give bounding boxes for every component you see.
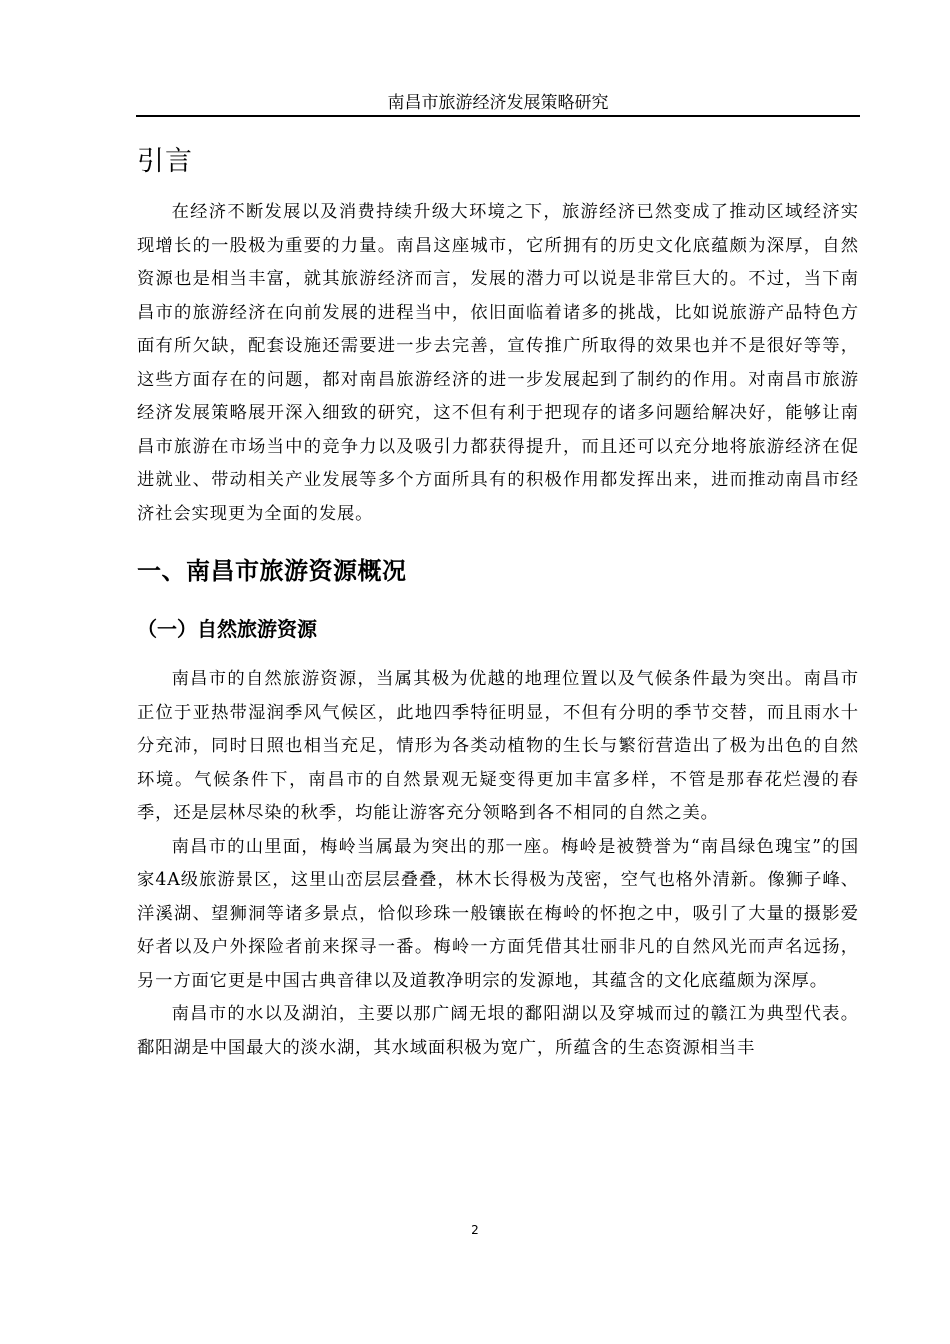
section-1-heading: 一、南昌市旅游资源概况 — [137, 557, 407, 585]
body-paragraph: 南昌市的山里面，梅岭当属最为突出的那一座。梅岭是被赞誉为“南昌绿色瑰宝”的国家4A级旅游景区，这里山峦层层叠叠，林木长得极为茂密，空气也格外清新。像狮子峰、洋溪湖、望狮洞等诸多景点，恰似珍珠一般镶嵌在梅岭的怀抱之中，吸引了大量的摄影爱好者以及户外探险者前来探寻一番。梅岭一方面凭借其壮丽非凡的自然风光而声名远扬，另一方面它更是中国古典音律以及道教净明宗的发源地，其蕴含的文化底蕴颇为深厚。 — [137, 836, 859, 991]
header-rule — [136, 115, 860, 117]
body-paragraph: 南昌市的水以及湖泊，主要以那广阔无垠的鄱阳湖以及穿城而过的赣江为典型代表。鄱阳湖是中国最大的淡水湖，其水域面积极为宽广，所蕴含的生态资源相当丰 — [137, 1004, 859, 1058]
page-number: 2 — [471, 1223, 479, 1237]
body-paragraph: 南昌市的自然旅游资源，当属其极为优越的地理位置以及气候条件最为突出。南昌市正位于亚热带湿润季风气候区，此地四季特征明显，不但有分明的季节交替，而且雨水十分充沛，同时日照也相当充足，情形为各类动植物的生长与繁衍营造出了极为出色的自然环境。气候条件下，南昌市的自然景观无疑变得更加丰富多样，不管是那春花烂漫的春季，还是层林尽染的秋季，均能让游客充分领略到各不相同的自然之美。 — [137, 669, 859, 823]
intro-paragraph: 在经济不断发展以及消费持续升级大环境之下，旅游经济已然变成了推动区域经济实现增长的一股极为重要的力量。南昌这座城市，它所拥有的历史文化底蕴颇为深厚，自然资源也是相当丰富，就其旅游经济而言，发展的潜力可以说是非常巨大的。不过，当下南昌市的旅游经济在向前发展的进程当中，依旧面临着诸多的挑战，比如说旅游产品特色方面有所欠缺，配套设施还需要进一步去完善，宣传推广所取得的效果也并不是很好等等，这些方面存在的问题，都对南昌旅游经济的进一步发展起到了制约的作用。对南昌市旅游经济发展策略展开深入细致的研究，这不但有利于把现存的诸多问题给解决好，能够让南昌市旅游在市场当中的竞争力以及吸引力都获得提升，而且还可以充分地将旅游经济在促进就业、带动相关产业发展等多个方面所具有的积极作用都发挥出来，进而推动南昌市经济社会实现更为全面的发展。 — [137, 202, 859, 524]
subsection-1-heading: （一）自然旅游资源 — [137, 617, 317, 641]
intro-heading: 引言 — [137, 146, 193, 177]
running-header: 南昌市旅游经济发展策略研究 — [387, 93, 609, 113]
page-content — [137, 142, 859, 1065]
